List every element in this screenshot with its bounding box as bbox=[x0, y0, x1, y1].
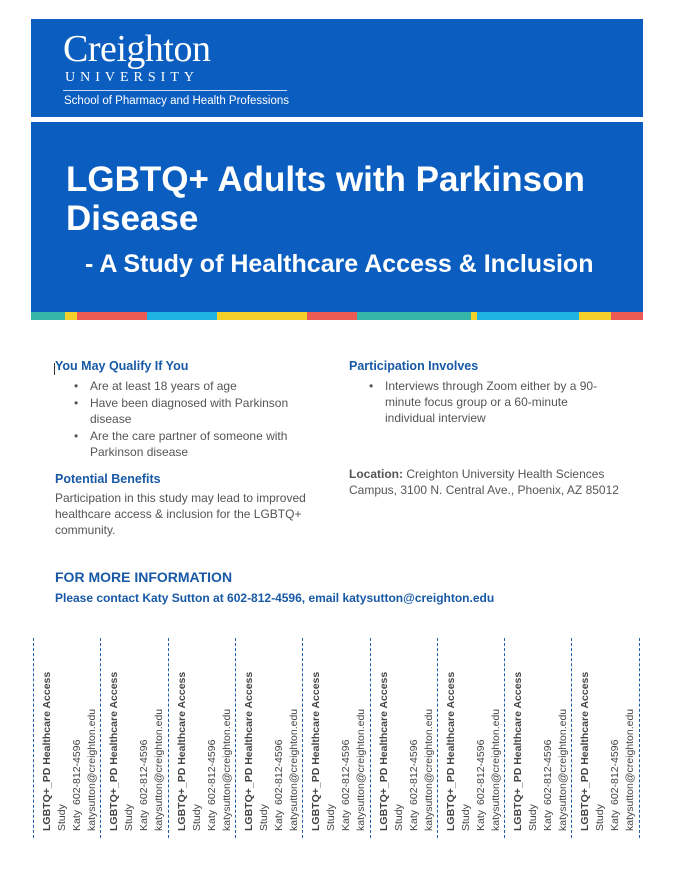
tab-contact bbox=[272, 641, 287, 831]
tab-text bbox=[242, 641, 302, 831]
list-item: • Are at least 18 years of age bbox=[74, 378, 324, 394]
university-header bbox=[31, 19, 643, 117]
tab-text bbox=[377, 641, 437, 831]
tab-text bbox=[40, 641, 100, 831]
tab-email: katysutton@creighton.edu bbox=[220, 708, 233, 831]
tab-text bbox=[175, 641, 235, 831]
qualify-heading: You May Qualify If You bbox=[55, 359, 189, 373]
participation-heading: Participation Involves bbox=[349, 359, 479, 373]
tear-off-tab[interactable] bbox=[100, 638, 168, 838]
tab-contact bbox=[407, 641, 422, 831]
tab-title: LGBTQ+_PD Healthcare Access bbox=[444, 671, 457, 831]
tab-study: Study bbox=[123, 804, 136, 831]
tear-off-tab[interactable] bbox=[504, 638, 572, 838]
tab-phone: 602-812-4596 bbox=[474, 739, 487, 805]
stripe-segment bbox=[307, 312, 357, 320]
stripe-segment bbox=[31, 312, 65, 320]
list-item: • Interviews through Zoom either by a 90-minute focus group or a 60-minute individual interview bbox=[369, 378, 619, 426]
tab-study: Study bbox=[527, 804, 540, 831]
contact-line: Please contact Katy Sutton at 602-812-4596, email katysutton@creighton.edu bbox=[55, 591, 495, 605]
tab-title: LGBTQ+_PD Healthcare Access bbox=[41, 671, 53, 831]
tab-title: LGBTQ+_PD Healthcare Access bbox=[108, 671, 121, 831]
tab-phone: 602-812-4596 bbox=[407, 739, 420, 805]
color-stripe bbox=[31, 312, 643, 320]
qualify-list bbox=[74, 378, 324, 461]
logo-divider bbox=[63, 90, 287, 91]
study-title: LGBTQ+ Adults with Parkinson Disease bbox=[66, 160, 585, 238]
tab-name: Katy bbox=[71, 809, 83, 831]
more-info-heading: FOR MORE INFORMATION bbox=[55, 569, 233, 585]
tab-study: Study bbox=[325, 804, 338, 831]
tab-phone: 602-812-4596 bbox=[609, 739, 622, 805]
tab-contact bbox=[608, 641, 623, 831]
tab-phone: 602-812-4596 bbox=[205, 739, 218, 805]
tab-name: Katy bbox=[609, 809, 622, 831]
stripe-segment bbox=[77, 312, 147, 320]
stripe-segment bbox=[217, 312, 307, 320]
tab-email: katysutton@creighton.edu bbox=[422, 708, 435, 831]
tab-phone: 602-812-4596 bbox=[272, 739, 285, 805]
tab-name: Katy bbox=[340, 809, 353, 831]
stripe-segment bbox=[147, 312, 217, 320]
tab-text bbox=[578, 641, 638, 831]
tab-email: katysutton@creighton.edu bbox=[287, 708, 300, 831]
school-name: School of Pharmacy and Health Professions bbox=[64, 95, 290, 107]
tab-name: Katy bbox=[542, 809, 555, 831]
tab-email: katysutton@creighton.edu bbox=[489, 708, 502, 831]
tab-text bbox=[444, 641, 504, 831]
tab-study: Study bbox=[392, 804, 405, 831]
stripe-segment bbox=[65, 312, 77, 320]
tab-phone: 602-812-4596 bbox=[71, 739, 83, 805]
tab-text bbox=[511, 641, 571, 831]
tab-name: Katy bbox=[205, 809, 218, 831]
tab-title: LGBTQ+_PD Healthcare Access bbox=[377, 671, 390, 831]
tab-phone: 602-812-4596 bbox=[340, 739, 353, 805]
tab-text bbox=[309, 641, 369, 831]
list-item: • Have been diagnosed with Parkinson disease bbox=[74, 395, 324, 427]
tab-text bbox=[107, 641, 167, 831]
participation-list bbox=[369, 378, 619, 427]
tab-contact bbox=[137, 641, 152, 831]
tab-title: LGBTQ+_PD Healthcare Access bbox=[242, 671, 255, 831]
tab-study: Study bbox=[594, 804, 607, 831]
stripe-segment bbox=[579, 312, 611, 320]
stripe-segment bbox=[357, 312, 471, 320]
tab-email: katysutton@creighton.edu bbox=[355, 708, 368, 831]
tab-email: katysutton@creighton.edu bbox=[153, 708, 166, 831]
tab-name: Katy bbox=[272, 809, 285, 831]
tab-contact bbox=[474, 641, 489, 831]
tear-off-tab[interactable] bbox=[571, 638, 639, 838]
location-label: Location: bbox=[349, 467, 403, 481]
tear-off-tab[interactable] bbox=[235, 638, 303, 838]
tab-title: LGBTQ+_PD Healthcare Access bbox=[512, 671, 525, 831]
list-item: • Are the care partner of someone with Parkinson disease bbox=[74, 428, 324, 460]
stripe-segment bbox=[611, 312, 643, 320]
tear-off-tab[interactable] bbox=[33, 638, 101, 838]
location-text bbox=[349, 466, 629, 498]
tab-name: Katy bbox=[474, 809, 487, 831]
tab-study: Study bbox=[190, 804, 203, 831]
tab-name: Katy bbox=[407, 809, 420, 831]
study-subtitle: - A Study of Healthcare Access & Inclusion bbox=[85, 250, 594, 278]
tear-off-tab[interactable] bbox=[370, 638, 438, 838]
tab-contact bbox=[541, 641, 556, 831]
tab-study: Study bbox=[56, 804, 68, 831]
tab-phone: 602-812-4596 bbox=[542, 739, 555, 805]
logo-university: UNIVERSITY bbox=[65, 70, 199, 85]
stripe-segment bbox=[477, 312, 579, 320]
tab-cut-line bbox=[639, 638, 640, 838]
tab-title: LGBTQ+_PD Healthcare Access bbox=[175, 671, 188, 831]
benefits-heading: Potential Benefits bbox=[55, 472, 161, 486]
title-band bbox=[31, 122, 643, 312]
tab-contact bbox=[205, 641, 220, 831]
logo-wordmark: Creighton bbox=[63, 28, 211, 70]
tab-study: Study bbox=[459, 804, 472, 831]
tab-email: katysutton@creighton.edu bbox=[86, 708, 98, 831]
tab-title: LGBTQ+_PD Healthcare Access bbox=[579, 671, 592, 831]
tab-title: LGBTQ+_PD Healthcare Access bbox=[310, 671, 323, 831]
tab-contact bbox=[339, 641, 354, 831]
location-address: Creighton University Health Sciences Campus, 3100 N. Central Ave., Phoenix, AZ 85012 bbox=[349, 467, 619, 497]
tear-off-tab[interactable] bbox=[168, 638, 236, 838]
tab-email: katysutton@creighton.edu bbox=[557, 708, 570, 831]
tab-contact bbox=[70, 641, 85, 831]
tear-off-tab[interactable] bbox=[437, 638, 505, 838]
tab-phone: 602-812-4596 bbox=[138, 739, 151, 805]
tab-study: Study bbox=[257, 804, 270, 831]
tear-off-tab[interactable] bbox=[302, 638, 370, 838]
benefits-text: Participation in this study may lead to improved healthcare access & inclusion for the LGBTQ+ community. bbox=[55, 491, 306, 537]
tab-name: Katy bbox=[138, 809, 151, 831]
tab-email: katysutton@creighton.edu bbox=[624, 708, 637, 831]
